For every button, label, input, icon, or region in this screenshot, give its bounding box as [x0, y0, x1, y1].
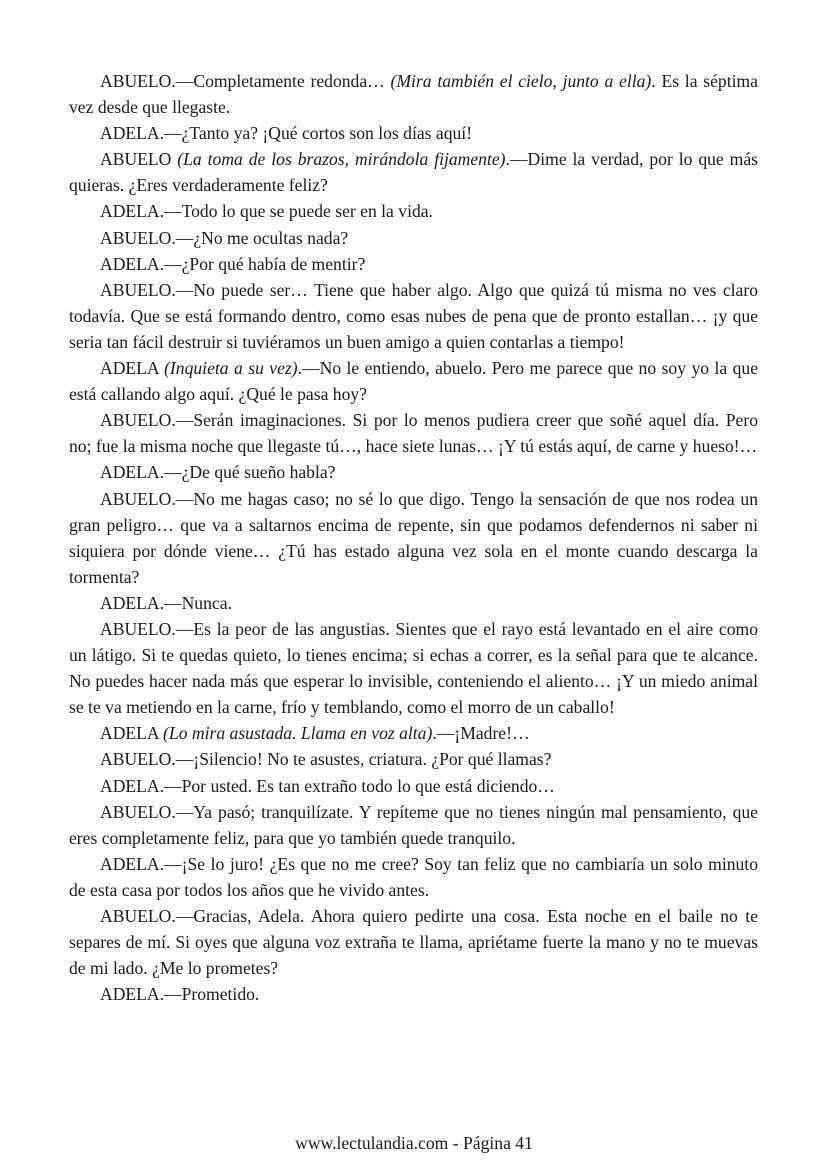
dialogue-text: [69, 68, 758, 1007]
dialogue-text-run: ABUELO: [100, 149, 178, 170]
dialogue-paragraph: [69, 616, 758, 720]
stage-direction: (La toma de los brazos, mirándola fijamente): [177, 149, 506, 170]
dialogue-text-run: ADELA.—Por usted. Es tan extraño todo lo que está diciendo…: [100, 775, 555, 796]
dialogue-paragraph: [69, 851, 758, 903]
dialogue-paragraph: [69, 981, 758, 1007]
dialogue-paragraph: [69, 486, 758, 590]
dialogue-paragraph: [69, 773, 758, 799]
dialogue-text-run: ABUELO.—Completamente redonda…: [100, 71, 391, 91]
dialogue-text-run: ADELA.—¿Por qué había de mentir?: [100, 253, 366, 274]
dialogue-text-run: ABUELO.—Es la peor de las angustias. Sientes que el rayo está levantado en el aire como un látigo. Si te quedas quieto, lo tienes encima; si echas a correr, es la señal para que te alcance. No puedes hacer nada más que esperar lo invisible, conteniendo el aliento… ¡Y un miedo animal se te va metiendo en la carne, frío y temblando, como el morro de un caballo!: [69, 618, 758, 718]
dialogue-text-run: .—¡Madre!…: [432, 723, 530, 744]
dialogue-text-run: ABUELO.—Gracias, Adela. Ahora quiero pedirte una cosa. Esta noche en el baile no te separes de mí. Si oyes que alguna voz extraña te llama, apriétame fuerte la mano y no te muevas de mi lado. ¿Me lo prometes?: [69, 906, 758, 979]
dialogue-text-run: ABUELO.—Serán imaginaciones. Si por lo menos pudiera creer que soñé aquel día. Pero no; fue la misma noche que llegaste tú…, hace siete lunas… ¡Y tú estás aquí, de carne y hueso!…: [69, 410, 758, 457]
stage-direction: (Inquieta a su vez): [164, 358, 298, 379]
dialogue-paragraph: [69, 251, 758, 277]
dialogue-text-run: ADELA: [100, 358, 165, 379]
dialogue-paragraph: [69, 120, 758, 146]
dialogue-paragraph: [69, 459, 758, 485]
dialogue-text-run: ADELA: [100, 723, 164, 744]
dialogue-paragraph: [69, 407, 758, 459]
dialogue-paragraph: [69, 277, 758, 355]
dialogue-text-run: .—No le entiendo, abuelo. Pero me parece que no soy yo la que está callando algo aquí. ¿Qué le pasa hoy?: [69, 358, 759, 405]
stage-direction: (Mira también el cielo, junto a ella): [390, 71, 652, 91]
dialogue-paragraph: [69, 903, 758, 981]
dialogue-text-run: ABUELO.—¡Silencio! No te asustes, criatura. ¿Por qué llamas?: [100, 749, 552, 770]
dialogue-text-run: ADELA.—¿Tanto ya? ¡Qué cortos son los días aquí!: [100, 123, 473, 144]
dialogue-text-run: ADELA.—Prometido.: [100, 984, 260, 1005]
dialogue-paragraph: [69, 799, 758, 851]
dialogue-paragraph: [69, 225, 758, 251]
dialogue-text-run: ABUELO.—¿No me ocultas nada?: [100, 227, 349, 248]
dialogue-paragraph: [69, 746, 758, 772]
dialogue-paragraph: [69, 198, 758, 224]
dialogue-text-run: ABUELO.—No me hagas caso; no sé lo que digo. Tengo la sensación de que nos rodea un gran peligro… que va a saltarnos encima de repente, sin que podamos defendernos ni saber ni siquiera por dónde viene… ¿Tú has estado alguna vez sola en el monte cuando descarga la tormenta?: [69, 488, 758, 587]
dialogue-paragraph: [69, 68, 758, 120]
dialogue-text-run: ADELA.—Nunca.: [100, 592, 232, 613]
page-footer: www.lectulandia.com - Página 41: [295, 1133, 533, 1153]
dialogue-paragraph: [69, 590, 758, 616]
page-body: [69, 68, 758, 1007]
dialogue-text-run: ADELA.—¡Se lo juro! ¿Es que no me cree? Soy tan feliz que no cambiaría un solo minuto de esta casa por todos los años que he vivido antes.: [69, 853, 758, 900]
dialogue-text-run: . Es la séptima vez desde que llegaste.: [69, 71, 758, 118]
dialogue-paragraph: [69, 146, 758, 198]
dialogue-paragraph: [69, 355, 758, 407]
dialogue-text-run: .—Dime la verdad, por lo que más quieras. ¿Eres verdaderamente feliz?: [69, 149, 758, 196]
dialogue-text-run: ADELA.—Todo lo que se puede ser en la vida.: [100, 201, 433, 222]
stage-direction: (Lo mira asustada. Llama en voz alta): [163, 723, 433, 744]
dialogue-text-run: ABUELO.—No puede ser… Tiene que haber algo. Algo que quizá tú misma no ves claro todavía. Que se está formando dentro, como esas nubes de pena que de pronto estallan… ¡y que seria tan fácil destruir si tuviéramos un buen amigo a quien contarlas a tiempo!: [69, 279, 758, 352]
dialogue-text-run: ADELA.—¿De qué sueño habla?: [100, 462, 336, 483]
dialogue-paragraph: [69, 720, 758, 746]
dialogue-text-run: ABUELO.—Ya pasó; tranquilízate. Y repíteme que no tienes ningún mal pensamiento, que eres completamente feliz, para que yo también quede tranquilo.: [69, 801, 758, 848]
